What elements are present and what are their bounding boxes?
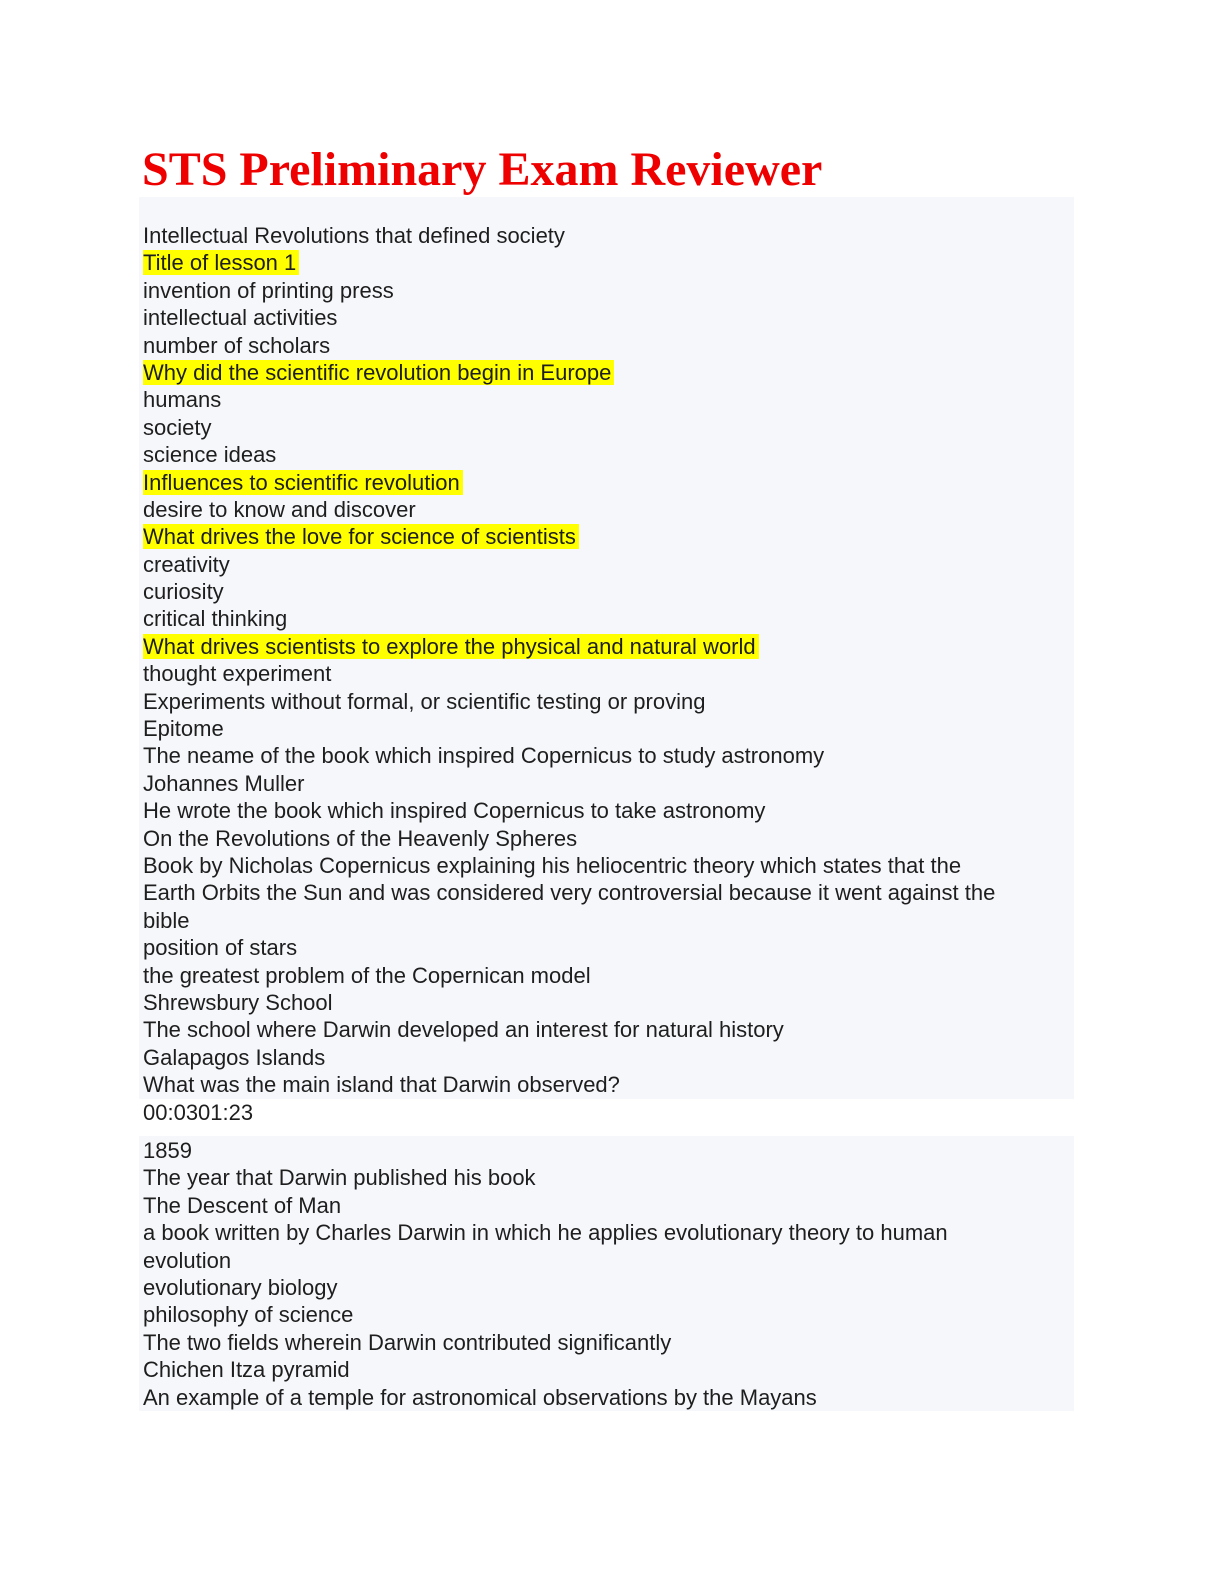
- reviewer-section-2: [139, 1136, 1074, 1411]
- text-line: [143, 962, 1074, 989]
- text-line: [143, 496, 1074, 523]
- text-line: [143, 414, 1074, 441]
- text-line: [143, 1071, 1074, 1098]
- line-text: Intellectual Revolutions that defined society: [143, 223, 565, 248]
- text-line: [143, 249, 1074, 276]
- highlighted-question: What drives the love for science of scientists: [143, 524, 579, 549]
- line-text: Chichen Itza pyramid: [143, 1357, 350, 1383]
- line-text: desire to know and discover: [143, 496, 416, 522]
- line-text: What was the main island that Darwin observed?: [143, 1072, 620, 1098]
- line-text: creativity: [143, 551, 230, 577]
- text-line: [143, 852, 1074, 879]
- text-line: [143, 551, 1074, 578]
- timestamp-text: 00:0301:23: [143, 1100, 254, 1125]
- text-line: [143, 359, 1074, 386]
- text-line: [143, 989, 1074, 1016]
- line-text: Earth Orbits the Sun and was considered very controversial because it went against the: [143, 880, 996, 906]
- line-text: position of stars: [143, 935, 298, 961]
- reviewer-section-1: [139, 197, 1074, 1099]
- text-line: [143, 386, 1074, 413]
- text-line: [143, 1301, 1074, 1328]
- text-line: [143, 332, 1074, 359]
- line-text: evolutionary biology: [143, 1274, 338, 1300]
- line-text: The year that Darwin published his book: [143, 1165, 536, 1191]
- text-line: [143, 742, 1074, 769]
- line-text: The two fields wherein Darwin contributed significantly: [143, 1329, 672, 1355]
- line-text: evolution: [143, 1247, 232, 1273]
- text-line: [143, 277, 1074, 304]
- text-line: [143, 907, 1074, 934]
- highlighted-question: Why did the scientific revolution begin in Europe: [143, 360, 614, 385]
- text-line: [143, 1274, 1074, 1301]
- line-text: curiosity: [143, 579, 224, 605]
- line-text: Book by Nicholas Copernicus explaining his heliocentric theory which states that the: [143, 852, 962, 878]
- highlighted-question: Influences to scientific revolution: [143, 470, 463, 495]
- line-text: 1859: [143, 1138, 192, 1163]
- text-line: [143, 1219, 1074, 1246]
- text-line: [143, 1247, 1074, 1274]
- line-text: philosophy of science: [143, 1302, 354, 1328]
- page-title: STS Preliminary Exam Reviewer: [142, 143, 823, 196]
- line-text: He wrote the book which inspired Copernicus to take astronomy: [143, 798, 766, 824]
- highlighted-question: Title of lesson 1: [143, 250, 299, 275]
- text-line: [143, 934, 1074, 961]
- text-line: [143, 879, 1074, 906]
- text-line: [143, 1384, 1074, 1411]
- line-text: Experiments without formal, or scientific testing or proving: [143, 688, 706, 714]
- text-line: [143, 633, 1074, 660]
- line-text: number of scholars: [143, 332, 331, 358]
- line-text: Galapagos Islands: [143, 1044, 326, 1070]
- text-line: [143, 605, 1074, 632]
- line-text: the greatest problem of the Copernican model: [143, 962, 591, 988]
- line-text: Shrewsbury School: [143, 989, 333, 1015]
- line-text: humans: [143, 387, 222, 413]
- line-text: bible: [143, 907, 190, 933]
- text-line: [143, 523, 1074, 550]
- text-line: [143, 715, 1074, 742]
- line-text: society: [143, 414, 212, 440]
- line-text: Epitome: [143, 716, 224, 742]
- text-line: [143, 441, 1074, 468]
- line-text: On the Revolutions of the Heavenly Spheres: [143, 825, 578, 851]
- text-line: [143, 770, 1074, 797]
- text-line: [143, 222, 1074, 249]
- line-text: invention of printing press: [143, 277, 394, 303]
- text-line: [143, 1016, 1074, 1043]
- line-text: critical thinking: [143, 606, 288, 632]
- text-line: [143, 578, 1074, 605]
- text-line: [143, 469, 1074, 496]
- line-text: An example of a temple for astronomical observations by the Mayans: [143, 1384, 817, 1410]
- line-text: Johannes Muller: [143, 770, 305, 796]
- text-line: [143, 1356, 1074, 1383]
- line-text: a book written by Charles Darwin in which he applies evolutionary theory to human: [143, 1220, 948, 1246]
- line-text: intellectual activities: [143, 305, 338, 331]
- line-text: The Descent of Man: [143, 1192, 342, 1218]
- text-line: [143, 660, 1074, 687]
- text-line: [143, 304, 1074, 331]
- line-text: The school where Darwin developed an interest for natural history: [143, 1017, 784, 1043]
- line-text: The neame of the book which inspired Copernicus to study astronomy: [143, 743, 825, 769]
- text-line: [143, 1137, 1074, 1164]
- text-line: [143, 1164, 1074, 1191]
- highlighted-question: What drives scientists to explore the physical and natural world: [143, 634, 759, 659]
- text-line: [143, 797, 1074, 824]
- line-text: science ideas: [143, 442, 277, 468]
- text-line: [143, 825, 1074, 852]
- line-text: thought experiment: [143, 661, 332, 687]
- text-line: [143, 688, 1074, 715]
- text-line: [143, 1044, 1074, 1071]
- text-line: [143, 1192, 1074, 1219]
- text-line: [143, 1329, 1074, 1356]
